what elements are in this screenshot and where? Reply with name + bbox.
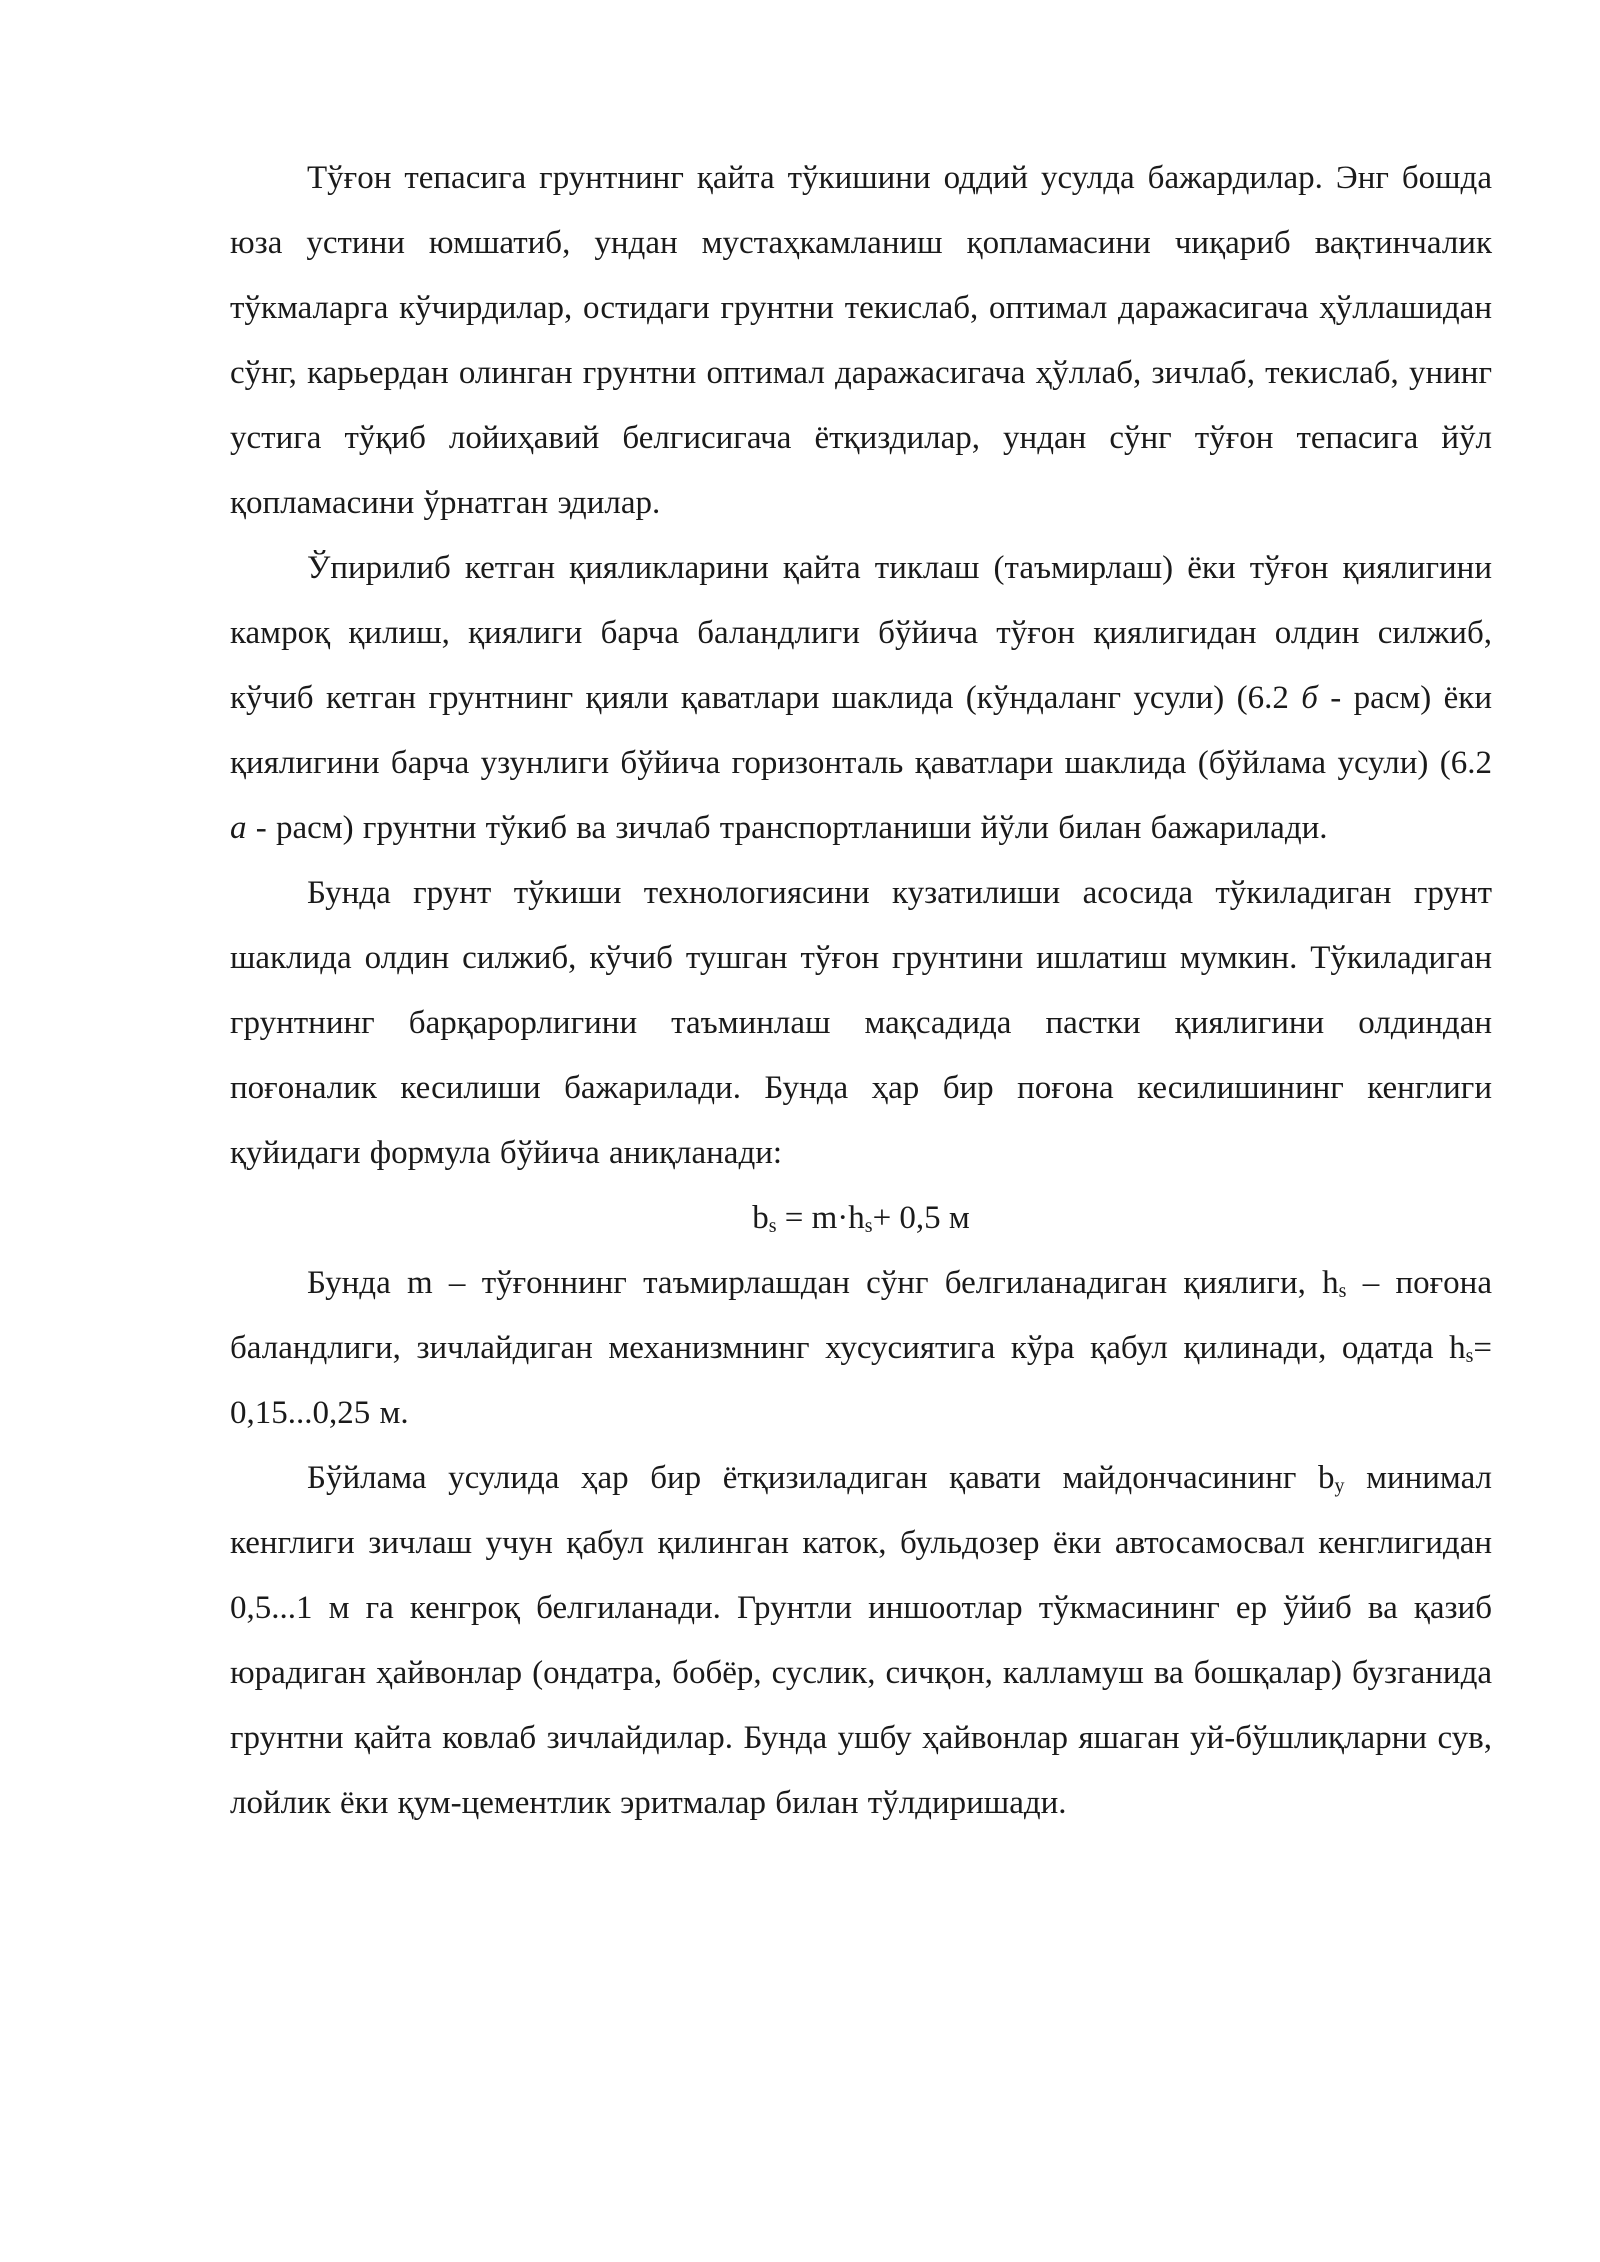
paragraph-5 xyxy=(230,1446,1492,1836)
formula-sub-1: s xyxy=(768,1215,777,1237)
paragraph-3 xyxy=(230,861,1492,1186)
paragraph-4-sub-2: s xyxy=(1465,1345,1474,1367)
formula-mid: = m·h xyxy=(776,1200,865,1236)
paragraph-4-text-b: – поғона баландлиги, зичлайдиган механизмнинг хусусиятига кўра қабул қилинади, одатда h xyxy=(230,1265,1492,1366)
formula-tail: + 0,5 м xyxy=(872,1200,970,1236)
figure-ref-b: б xyxy=(1301,680,1318,716)
paragraph-2 xyxy=(230,536,1492,861)
document-body xyxy=(230,146,1492,1836)
paragraph-2-text-a: Ўпирилиб кетган қияликларини қайта тиклаш (таъмирлаш) ёки тўғон қиялигини камроқ қилиш, қиялиги барча баландлиги бўйича тўғон қиялигидан олдин силжиб, кўчиб кетган грунтнинг қияли қаватлари шаклида (кўндаланг усули) (6.2 xyxy=(230,550,1492,716)
formula-b: b xyxy=(752,1200,769,1236)
formula-sub-2: s xyxy=(864,1215,873,1237)
paragraph-2-text-c: - расм) ёки қиялигини барча узунлиги бўйича горизонталь қаватлари шаклида (бўйлама усули) (6.2 xyxy=(230,680,1492,781)
paragraph-2-text-e: - расм) грунтни тўкиб ва зичлаб транспортланиши йўли билан бажарилади. xyxy=(246,810,1328,846)
paragraph-1 xyxy=(230,146,1492,536)
paragraph-5-text-a: Бўйлама усулида ҳар бир ётқизиладиган қавати майдончасининг b xyxy=(307,1460,1335,1496)
paragraph-4-sub-1: s xyxy=(1338,1280,1347,1302)
paragraph-3-text: Бунда грунт тўкиши технологиясини кузатилиши асосида тўкиладиган грунт шаклида олдин силжиб, кўчиб тушган тўғон грунтини ишлатиш мумкин. Тўкиладиган грунтнинг барқарорлигини таъминлаш мақсадида пастки қиялигини олдиндан поғоналик кесилиши бажарилади. Бунда ҳар бир поғона кесилишининг кенглиги қуйидаги формула бўйича аниқланади: xyxy=(230,875,1492,1171)
paragraph-4-text-c: = 0,15...0,25 м. xyxy=(230,1330,1492,1431)
paragraph-5-text-b: минимал кенглиги зичлаш учун қабул қилинган каток, бульдозер ёки автосамосвал кенглигидан 0,5...1 м га кенгроқ белгиланади. Грунтли иншоотлар тўкмасининг ер ўйиб ва қазиб юрадиган ҳайвонлар (ондатра, бобёр, суслик, сичқон, калламуш ва бошқалар) бузганида грунтни қайта ковлаб зичлайдилар. Бунда ушбу ҳайвонлар яшаган уй-бўшлиқларни сув, лойлик ёки қум-цементлик эритмалар билан тўлдиришади. xyxy=(230,1460,1492,1821)
paragraph-1-text: Тўғон тепасига грунтнинг қайта тўкишини оддий усулда бажардилар. Энг бошда юза устини юмшатиб, ундан мустаҳкамланиш қопламасини чиқариб вақтинчалик тўкмаларга кўчирдилар, остидаги грунтни текислаб, оптимал даражасигача ҳўллашидан сўнг, карьердан олинган грунтни оптимал даражасигача ҳўллаб, зичлаб, текислаб, унинг устига тўқиб лойиҳавий белгисигача ётқиздилар, ундан сўнг тўғон тепасига йўл қопламасини ўрнатган эдилар. xyxy=(230,160,1492,521)
paragraph-4-text-a: Бунда m – тўғоннинг таъмирлашдан сўнг белгиланадиган қиялиги, h xyxy=(307,1265,1339,1301)
figure-ref-a: а xyxy=(230,810,247,846)
paragraph-5-sub: у xyxy=(1334,1475,1345,1497)
formula xyxy=(230,1186,1492,1251)
paragraph-4 xyxy=(230,1251,1492,1446)
